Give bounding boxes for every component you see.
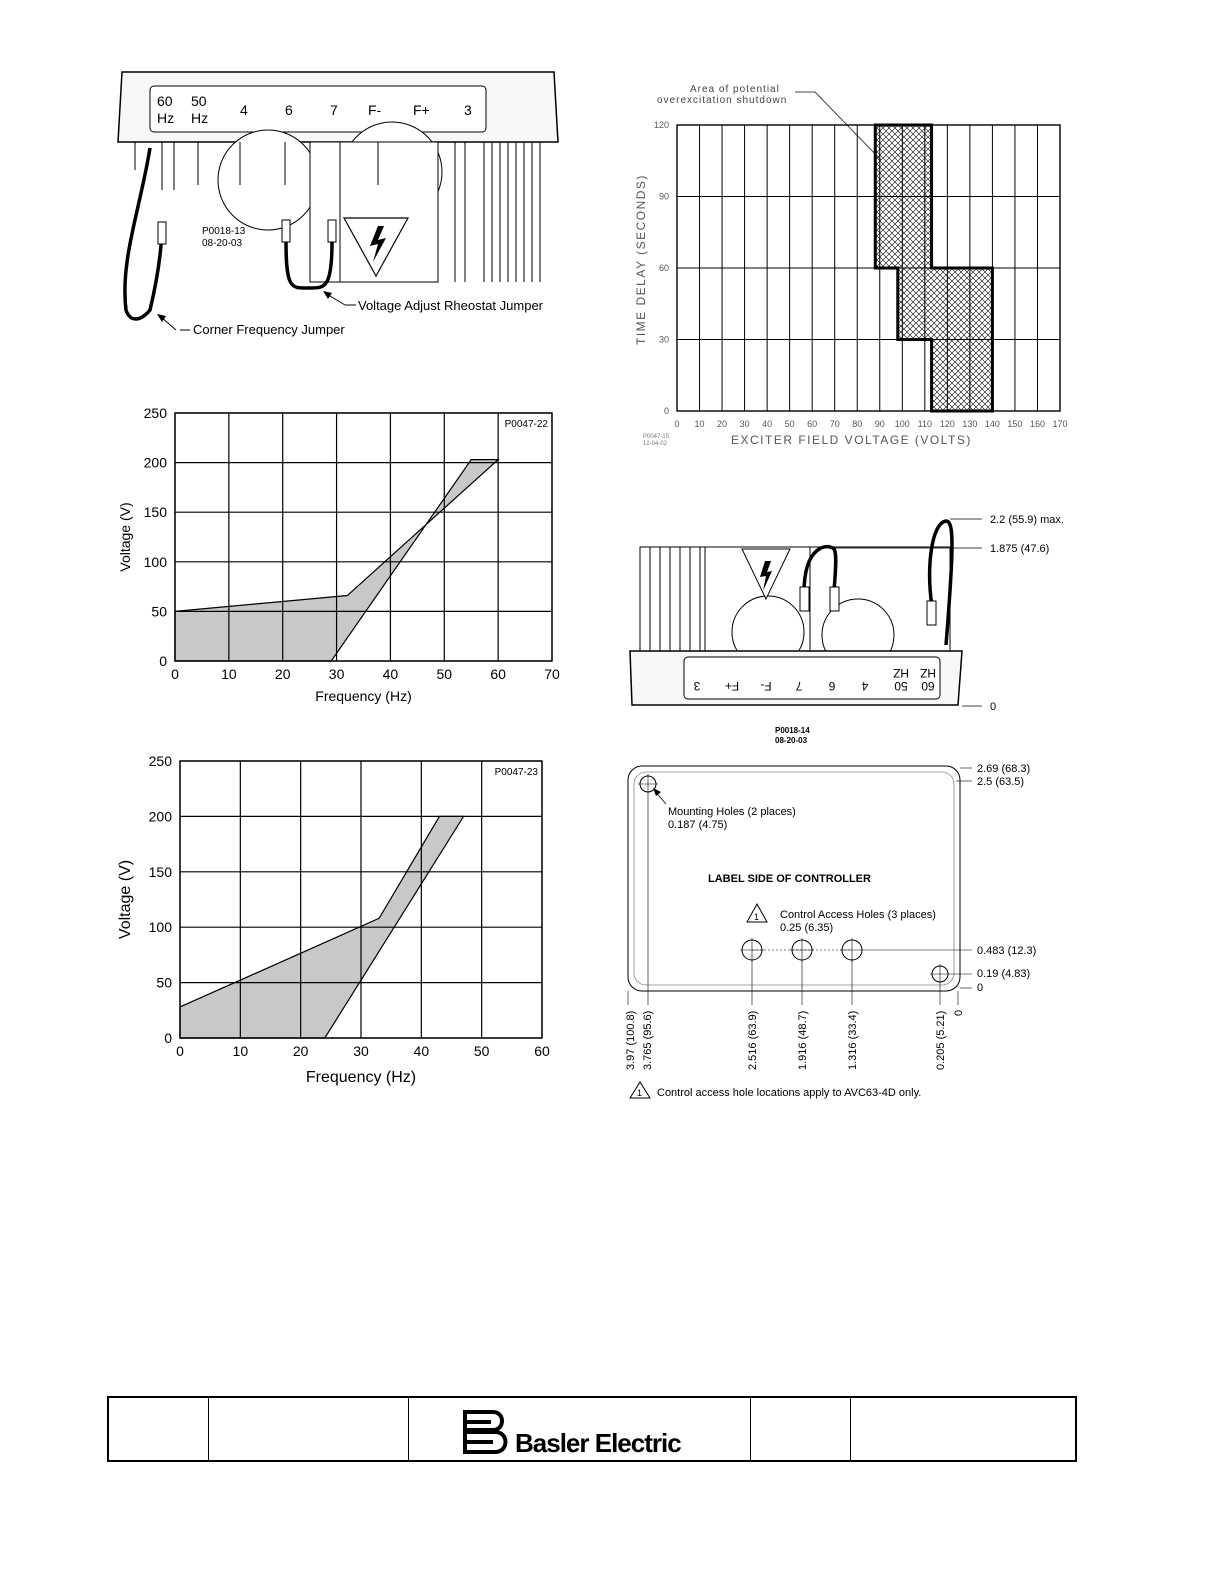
terminal-7: 7 xyxy=(330,102,338,118)
jumper-connector xyxy=(158,222,166,244)
y-tick-label: 200 xyxy=(148,808,172,825)
dim-bottom-2: 3.765 (95.6) xyxy=(642,1010,654,1070)
y-tick-label: 50 xyxy=(156,974,172,991)
mirrored-terminal-label: 60 xyxy=(921,679,935,693)
x-tick-label: 90 xyxy=(874,419,885,429)
y-tick-label: 120 xyxy=(653,120,669,130)
mirrored-terminal-label: 7 xyxy=(795,679,803,693)
x-tick-label: 0 xyxy=(176,1043,184,1059)
x-tick-label: 140 xyxy=(984,419,1000,429)
voltage-frequency-chart-1 xyxy=(110,400,580,715)
x-tick-label: 50 xyxy=(473,1043,490,1059)
x-tick-label: 160 xyxy=(1029,419,1045,429)
x-tick-label: 30 xyxy=(353,1043,369,1059)
y-axis-label: Voltage (V) xyxy=(117,502,133,572)
dim-right2: 0.19 (4.83) xyxy=(977,968,1031,980)
control-holes-label: Control Access Holes (3 places) xyxy=(780,909,936,921)
x-tick-label: 70 xyxy=(829,419,840,429)
x-tick-label: 40 xyxy=(762,419,773,429)
jumper-connector xyxy=(830,587,839,611)
x-tick-label: 40 xyxy=(413,1043,430,1059)
jumper-connector xyxy=(282,220,290,242)
drawing-id: P0047-22 xyxy=(504,419,548,430)
label-side-text: LABEL SIDE OF CONTROLLER xyxy=(708,873,871,885)
page-footer xyxy=(107,1396,1077,1462)
terminal-50-unit: Hz xyxy=(191,110,209,126)
y-tick-label: 150 xyxy=(143,504,167,521)
terminal-50: 50 xyxy=(191,93,207,109)
control-access-hole xyxy=(790,938,814,962)
x-tick-label: 20 xyxy=(717,419,728,429)
y-tick-label: 0 xyxy=(159,653,167,669)
mirrored-terminal-label: F- xyxy=(760,679,772,693)
x-tick-label: 170 xyxy=(1052,419,1068,429)
x-tick-label: 70 xyxy=(544,666,560,682)
y-tick-label: 100 xyxy=(143,553,167,570)
y-tick-label: 150 xyxy=(148,863,172,880)
drawing-date: 12-04-02 xyxy=(643,441,668,447)
dim-bottom-6: 0.205 (5.21) xyxy=(935,1010,947,1070)
x-tick-label: 40 xyxy=(382,666,399,682)
drawing-id: P0018-13 xyxy=(202,226,246,237)
y-axis-label: TIME DELAY (SECONDS) xyxy=(634,174,648,345)
x-tick-label: 60 xyxy=(490,666,506,682)
y-axis-label: Voltage (V) xyxy=(117,859,134,940)
footer-cell xyxy=(751,1398,851,1460)
terminal-strip-figure xyxy=(110,60,580,350)
dim-zero: 0 xyxy=(990,701,997,713)
x-tick-label: 60 xyxy=(807,419,818,429)
x-tick-label: 0 xyxy=(171,666,179,682)
y-tick-label: 30 xyxy=(658,334,669,345)
control-access-hole xyxy=(740,938,764,962)
dim-top1: 2.69 (68.3) xyxy=(977,763,1031,775)
x-axis-label: Frequency (Hz) xyxy=(305,1069,417,1086)
y-tick-label: 250 xyxy=(143,405,167,421)
terminal-6: 6 xyxy=(285,102,293,118)
brand-name: Basler Electric xyxy=(515,1428,681,1458)
mounting-holes-label: Mounting Holes (2 places) xyxy=(668,806,796,818)
dim-bottom-7: 0 xyxy=(953,1009,965,1016)
dim-right3: 0 xyxy=(977,982,984,994)
x-tick-label: 10 xyxy=(694,419,705,429)
mirrored-hz-label: HZ xyxy=(893,666,909,680)
x-tick-label: 60 xyxy=(534,1043,550,1059)
dim-top2: 2.5 (63.5) xyxy=(977,776,1025,788)
drawing-id: P0018-14 xyxy=(775,726,810,735)
mirrored-terminal-label: F+ xyxy=(724,679,740,693)
y-tick-label: 0 xyxy=(663,406,669,416)
terminal-fplus: F+ xyxy=(413,102,430,118)
jumper-connector xyxy=(328,220,336,242)
x-tick-label: 100 xyxy=(894,419,910,429)
annotation-line2: overexcitation shutdown xyxy=(657,95,788,106)
drawing-date: 08-20-03 xyxy=(775,736,808,745)
jumper-connector xyxy=(927,601,936,625)
control-access-hole xyxy=(840,938,864,962)
drawing-id: P0047-23 xyxy=(494,767,538,778)
x-tick-label: 110 xyxy=(917,419,933,429)
x-tick-label: 0 xyxy=(674,419,680,429)
terminal-3: 3 xyxy=(464,102,472,118)
footer-cell xyxy=(209,1398,409,1460)
voltage-jumper-label: Voltage Adjust Rheostat Jumper xyxy=(358,298,544,313)
x-axis-label: EXCITER FIELD VOLTAGE (VOLTS) xyxy=(731,433,972,447)
terminal-fminus: F- xyxy=(368,102,382,118)
side-view-figure xyxy=(620,505,1090,755)
terminal-60: 60 xyxy=(157,93,173,109)
dim-right1: 0.483 (12.3) xyxy=(977,945,1037,957)
footer-logo-cell xyxy=(409,1398,751,1460)
mounting-dimensions-figure xyxy=(620,760,1100,1105)
note-marker-number: 1 xyxy=(754,912,760,922)
x-tick-label: 130 xyxy=(962,419,978,429)
y-tick-label: 50 xyxy=(151,603,167,620)
y-tick-label: 90 xyxy=(658,191,669,202)
dim-bottom-5: 1.316 (33.4) xyxy=(847,1010,859,1070)
mounting-holes-size: 0.187 (4.75) xyxy=(668,819,728,831)
footer-cell xyxy=(109,1398,209,1460)
mirrored-terminal-label: 50 xyxy=(894,679,908,693)
dim-max: 2.2 (55.9) max. xyxy=(990,514,1064,526)
x-tick-label: 20 xyxy=(292,1043,309,1059)
terminal-60-unit: Hz xyxy=(157,110,175,126)
basler-logo-icon xyxy=(463,1410,511,1456)
x-tick-label: 20 xyxy=(274,666,291,682)
x-tick-label: 50 xyxy=(436,666,453,682)
x-tick-label: 30 xyxy=(739,419,750,429)
footnote-text: Control access hole locations apply to AVC63-4D only. xyxy=(657,1087,922,1099)
y-tick-label: 200 xyxy=(143,454,167,471)
dim-bottom-3: 2.516 (63.9) xyxy=(747,1010,759,1070)
y-tick-label: 250 xyxy=(148,753,172,769)
mirrored-terminal-label: 3 xyxy=(693,679,701,693)
overexcitation-chart xyxy=(625,80,1085,460)
mirrored-terminal-label: 6 xyxy=(828,679,836,693)
y-tick-label: 100 xyxy=(148,919,172,936)
x-axis-label: Frequency (Hz) xyxy=(315,688,412,704)
x-tick-label: 10 xyxy=(221,666,237,682)
annotation-line1: Area of potential xyxy=(690,84,780,95)
footer-cell xyxy=(851,1398,1075,1460)
jumper-connector xyxy=(800,587,809,611)
mirrored-terminal-label: 4 xyxy=(861,679,869,693)
dim-bottom-4: 1.916 (48.7) xyxy=(797,1010,809,1070)
drawing-id: P0047-15 xyxy=(643,434,670,440)
x-tick-label: 120 xyxy=(939,419,955,429)
mounting-hole xyxy=(930,964,950,984)
overexcitation-shutdown-area xyxy=(875,125,992,411)
terminal-4: 4 xyxy=(240,102,248,118)
mirrored-hz-label: HZ xyxy=(920,666,936,680)
footnote-marker: 1 xyxy=(637,1088,643,1098)
x-tick-label: 10 xyxy=(232,1043,249,1059)
dim-bottom-1: 3.97 (100.8) xyxy=(625,1010,637,1070)
x-tick-label: 50 xyxy=(784,419,795,429)
y-tick-label: 0 xyxy=(164,1030,172,1046)
corner-jumper-label: Corner Frequency Jumper xyxy=(193,322,345,337)
control-holes-size: 0.25 (6.35) xyxy=(780,922,834,934)
x-tick-label: 80 xyxy=(852,419,863,429)
x-tick-label: 30 xyxy=(328,666,345,682)
drawing-date: 08-20-03 xyxy=(202,238,243,249)
x-tick-label: 150 xyxy=(1007,419,1023,429)
y-tick-label: 60 xyxy=(658,263,669,273)
dim-mid: 1.875 (47.6) xyxy=(990,543,1050,555)
voltage-frequency-chart-2 xyxy=(110,750,580,1095)
corner-frequency-jumper xyxy=(125,148,162,319)
controller-body xyxy=(135,122,540,282)
